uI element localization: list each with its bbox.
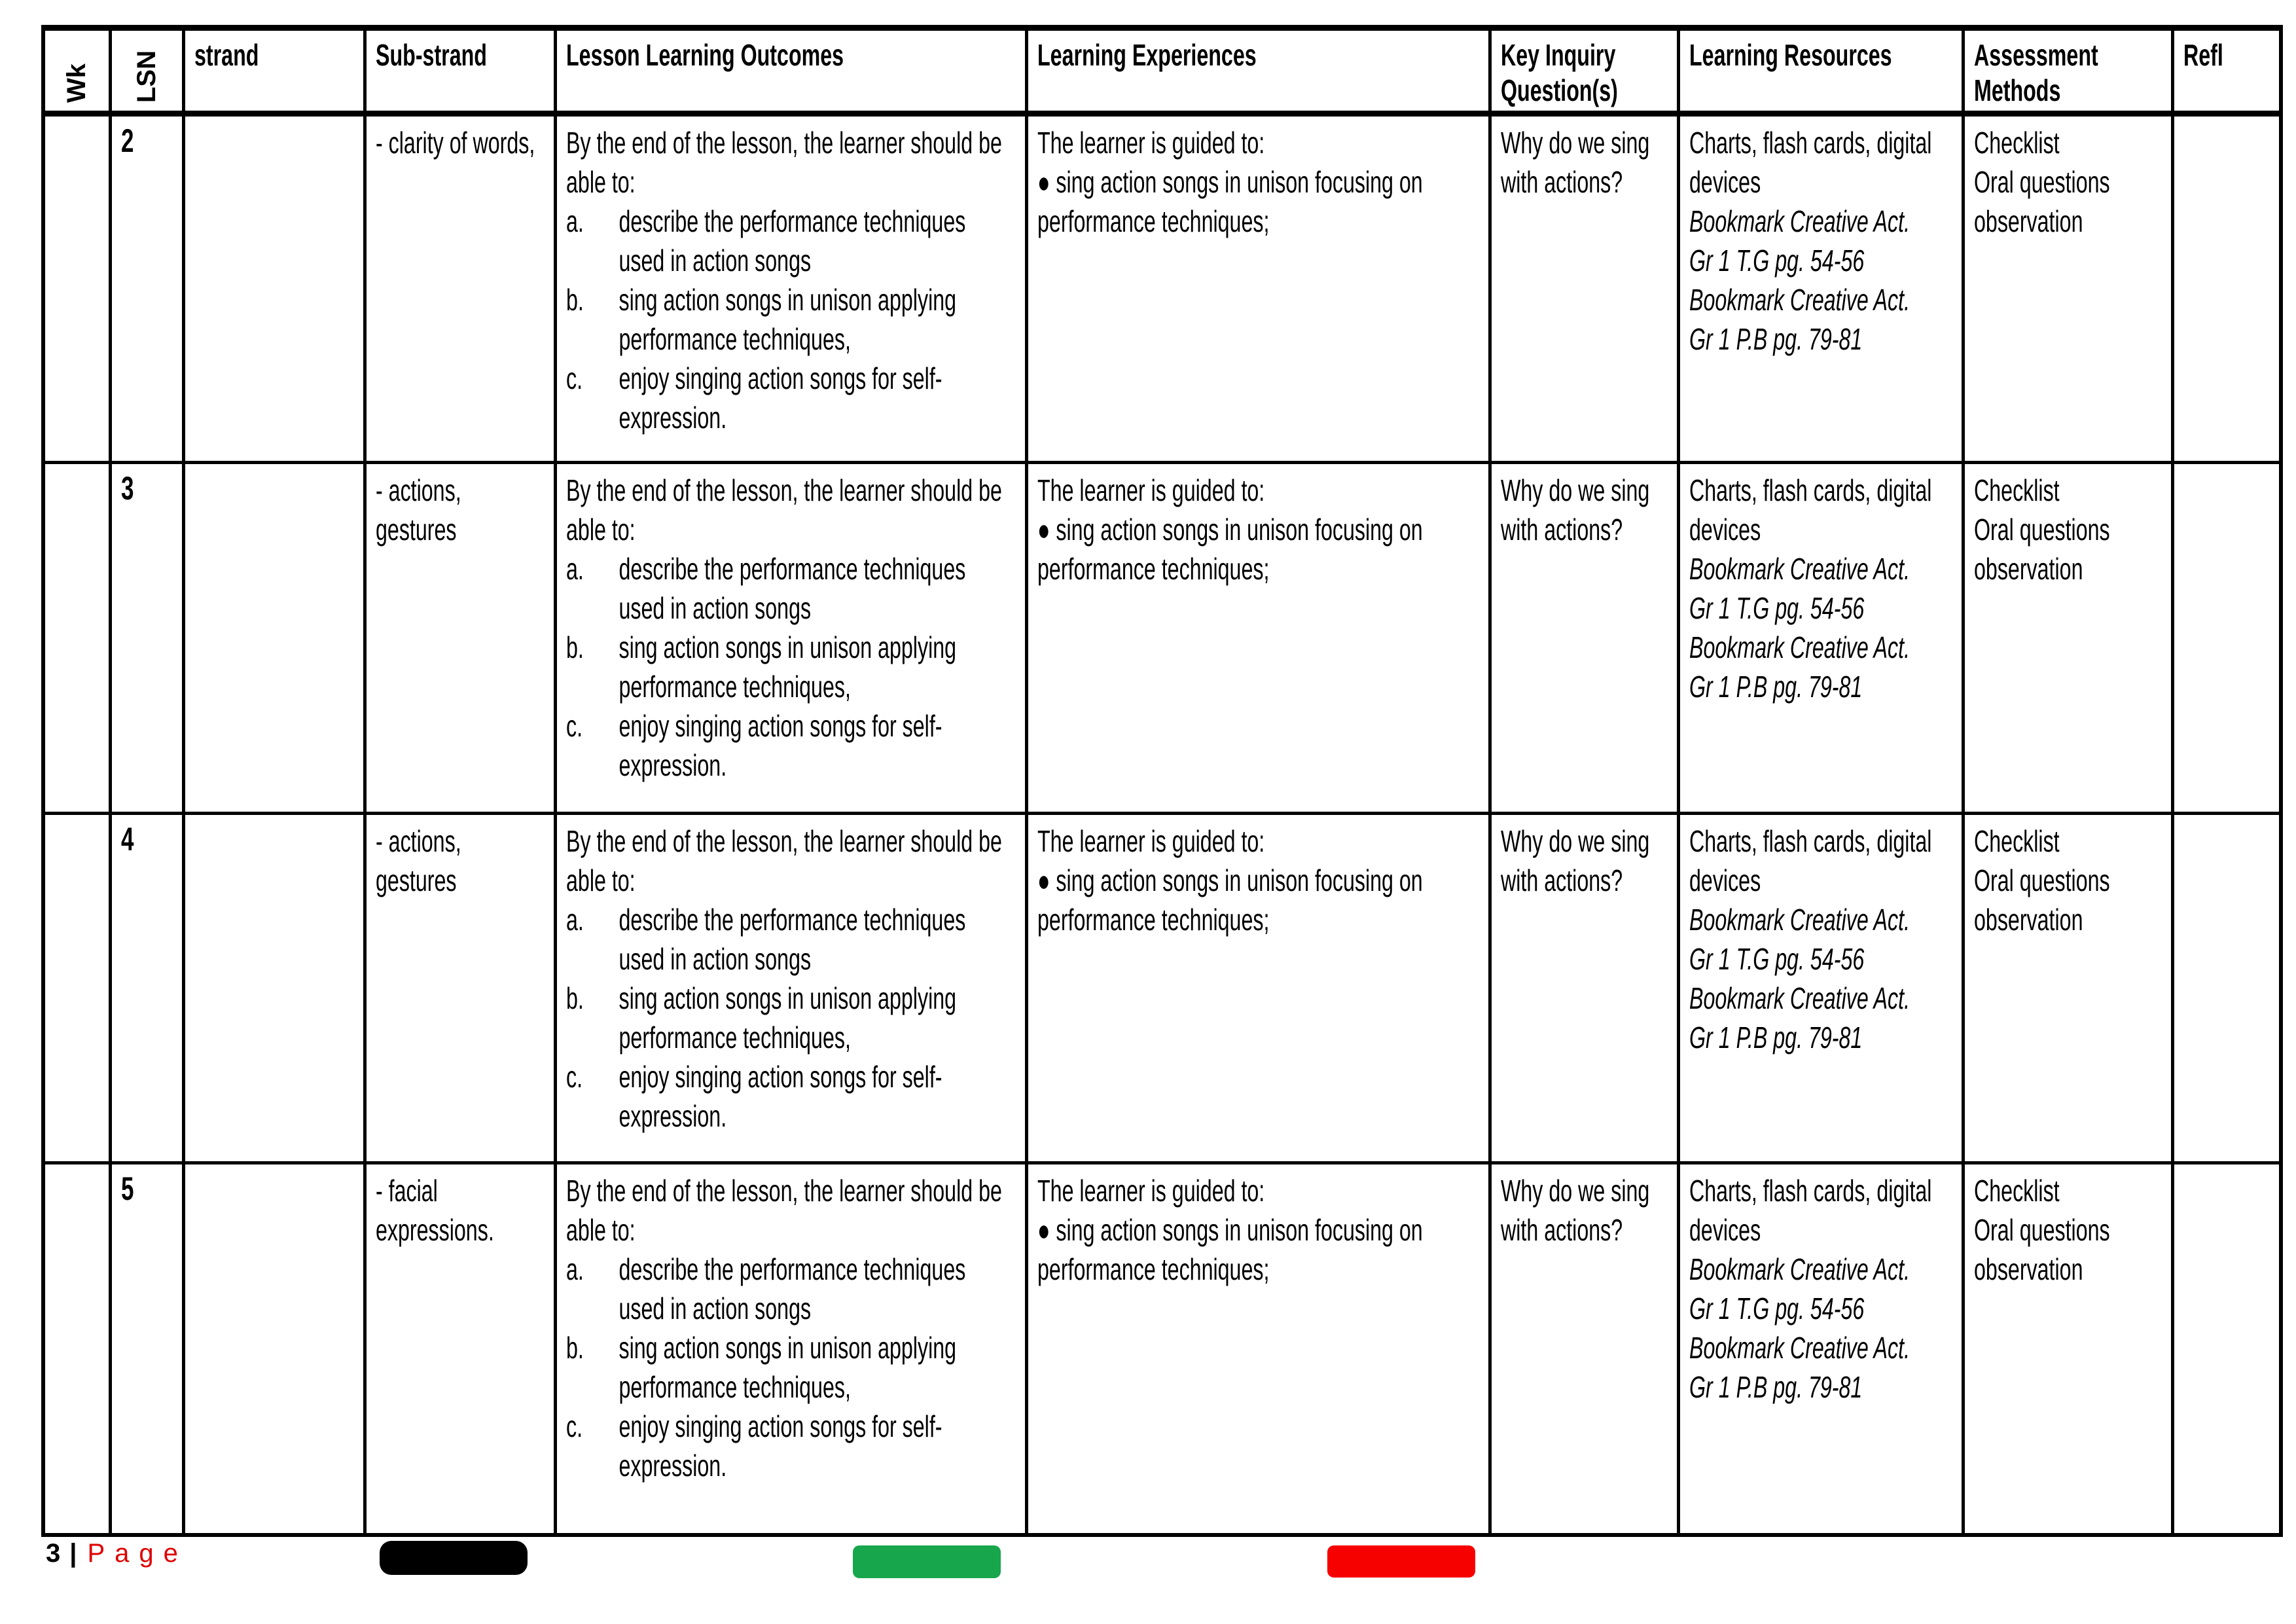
col-header-wk-label: Wk: [62, 63, 92, 103]
resource-ref: Gr 1 P.B pg. 79-81: [1689, 1370, 1863, 1404]
outcome-item: a. describe the performance techniques used in action songs: [565, 204, 966, 278]
page-label: Page: [87, 1539, 188, 1568]
assessment-cell: [1964, 814, 2173, 1163]
key-inquiry-cell: Why do we sing with actions?: [1490, 114, 1679, 463]
resources-cell: [1679, 114, 1964, 463]
outcome-item: b. sing action songs in unison applying performance techniques,: [565, 283, 956, 356]
bullet-icon: ●: [1037, 863, 1050, 897]
black-bar: [380, 1541, 528, 1575]
outcome-item: c. enjoy singing action songs for self-expression.: [565, 709, 942, 782]
col-header-experiences: Learning Experiences: [1026, 28, 1490, 114]
resources-cell: [1679, 463, 1964, 814]
assessment-method: Oral questions: [1974, 165, 2110, 199]
lsn-cell: 5: [110, 1163, 183, 1535]
experiences-cell: [1026, 463, 1490, 814]
resource-ref: Gr 1 T.G pg. 54-56: [1689, 1291, 1865, 1326]
table-row: [43, 1163, 2281, 1535]
refl-cell: [2173, 1163, 2281, 1535]
resource-ref: Bookmark Creative Act.: [1689, 981, 1910, 1015]
experiences-intro: The learner is guided to:: [1037, 1174, 1265, 1208]
resource-ref: Bookmark Creative Act.: [1689, 1331, 1910, 1365]
col-header-lsn-label: LSN: [132, 50, 161, 103]
col-header-strand: strand: [183, 28, 365, 114]
col-header-refl: Refl: [2173, 28, 2281, 114]
bullet-icon: ●: [1037, 1213, 1050, 1247]
col-header-lsn: [110, 28, 183, 114]
assessment-method: Checklist: [1974, 473, 2060, 507]
resources-cell: [1679, 1163, 1964, 1535]
experiences-cell: [1026, 1163, 1490, 1535]
key-inquiry-cell: Why do we sing with actions?: [1490, 1163, 1679, 1535]
resource-ref: Gr 1 P.B pg. 79-81: [1689, 322, 1863, 356]
col-header-resources: Learning Resources: [1679, 28, 1964, 114]
experiences-intro: The learner is guided to:: [1037, 824, 1265, 858]
assessment-cell: [1964, 1163, 2173, 1535]
wk-cell: [43, 463, 110, 814]
outcomes-intro: By the end of the lesson, the learner should be able to:: [565, 473, 1002, 547]
col-header-key-inquiry: Key Inquiry Question(s): [1490, 28, 1679, 114]
experiences-item: ● sing action songs in unison focusing on performance techniques;: [1037, 863, 1423, 937]
resources-line: Charts, flash cards, digital devices: [1689, 1174, 1932, 1247]
green-bar: [853, 1545, 1001, 1578]
lsn-cell: 4: [110, 814, 183, 1163]
refl-cell: [2173, 114, 2281, 463]
lsn-cell: 2: [110, 114, 183, 463]
assessment-method: observation: [1974, 204, 2083, 238]
experiences-intro: The learner is guided to:: [1037, 126, 1265, 160]
experiences-intro: The learner is guided to:: [1037, 473, 1265, 507]
assessment-cell: [1964, 463, 2173, 814]
key-inquiry-cell: Why do we sing with actions?: [1490, 814, 1679, 1163]
wk-cell: [43, 114, 110, 463]
substrand-cell: - actions, gestures: [365, 463, 555, 814]
assessment-method: observation: [1974, 552, 2083, 586]
outcome-item: b. sing action songs in unison applying performance techniques,: [565, 1331, 956, 1404]
lesson-plan-table: [41, 25, 2283, 1537]
outcome-item: a. describe the performance techniques used in action songs: [565, 903, 966, 976]
resource-ref: Gr 1 T.G pg. 54-56: [1689, 244, 1865, 278]
experiences-item: ● sing action songs in unison focusing on performance techniques;: [1037, 165, 1423, 238]
strand-cell: [183, 814, 365, 1163]
table-row: [43, 814, 2281, 1163]
outcome-item: c. enjoy singing action songs for self-expression.: [565, 361, 942, 435]
assessment-method: Checklist: [1974, 126, 2060, 160]
resource-ref: Bookmark Creative Act.: [1689, 630, 1910, 664]
experiences-item: ● sing action songs in unison focusing on performance techniques;: [1037, 1213, 1423, 1286]
col-header-substrand: Sub-strand: [365, 28, 555, 114]
resource-ref: Bookmark Creative Act.: [1689, 552, 1910, 586]
resources-line: Charts, flash cards, digital devices: [1689, 824, 1932, 897]
header-row: [43, 28, 2281, 114]
red-bar: [1327, 1545, 1475, 1578]
assessment-method: Checklist: [1974, 824, 2060, 858]
assessment-cell: [1964, 114, 2173, 463]
resource-ref: Bookmark Creative Act.: [1689, 204, 1910, 238]
page-number-separator: |: [69, 1539, 77, 1568]
experiences-cell: [1026, 114, 1490, 463]
assessment-method: Oral questions: [1974, 1213, 2110, 1247]
strand-cell: [183, 463, 365, 814]
substrand-cell: - actions, gestures: [365, 814, 555, 1163]
col-header-assessment: Assessment Methods: [1964, 28, 2173, 114]
assessment-method: Checklist: [1974, 1174, 2060, 1208]
resources-line: Charts, flash cards, digital devices: [1689, 473, 1932, 547]
page-number: 3: [46, 1539, 61, 1568]
page-footer: [46, 1538, 188, 1568]
bullet-icon: ●: [1037, 165, 1050, 199]
lsn-cell: 3: [110, 463, 183, 814]
key-inquiry-cell: Why do we sing with actions?: [1490, 463, 1679, 814]
experiences-item: ● sing action songs in unison focusing on performance techniques;: [1037, 513, 1423, 586]
substrand-cell: - clarity of words,: [365, 114, 555, 463]
outcomes-intro: By the end of the lesson, the learner should be able to:: [565, 1174, 1002, 1247]
bullet-icon: ●: [1037, 513, 1050, 547]
outcomes-cell: [555, 814, 1026, 1163]
wk-cell: [43, 814, 110, 1163]
outcome-item: a. describe the performance techniques used in action songs: [565, 1252, 966, 1326]
outcome-item: b. sing action songs in unison applying performance techniques,: [565, 630, 956, 704]
assessment-method: Oral questions: [1974, 863, 2110, 897]
outcome-item: c. enjoy singing action songs for self-expression.: [565, 1409, 942, 1483]
assessment-method: Oral questions: [1974, 513, 2110, 547]
col-header-wk: [43, 28, 110, 114]
resource-ref: Bookmark Creative Act.: [1689, 283, 1910, 317]
wk-cell: [43, 1163, 110, 1535]
outcomes-intro: By the end of the lesson, the learner should be able to:: [565, 126, 1002, 199]
experiences-cell: [1026, 814, 1490, 1163]
resource-ref: Gr 1 T.G pg. 54-56: [1689, 942, 1865, 976]
table-row: [43, 463, 2281, 814]
outcomes-cell: [555, 463, 1026, 814]
table-row: [43, 114, 2281, 463]
refl-cell: [2173, 463, 2281, 814]
resources-cell: [1679, 814, 1964, 1163]
outcomes-cell: [555, 1163, 1026, 1535]
resource-ref: Gr 1 P.B pg. 79-81: [1689, 1020, 1863, 1055]
resource-ref: Bookmark Creative Act.: [1689, 1252, 1910, 1286]
resource-ref: Bookmark Creative Act.: [1689, 903, 1910, 937]
resources-line: Charts, flash cards, digital devices: [1689, 126, 1932, 199]
outcomes-intro: By the end of the lesson, the learner should be able to:: [565, 824, 1002, 897]
strand-cell: [183, 1163, 365, 1535]
assessment-method: observation: [1974, 1252, 2083, 1286]
outcome-item: c. enjoy singing action songs for self-expression.: [565, 1060, 942, 1133]
substrand-cell: - facial expressions.: [365, 1163, 555, 1535]
resource-ref: Gr 1 T.G pg. 54-56: [1689, 591, 1865, 625]
outcome-item: b. sing action songs in unison applying performance techniques,: [565, 981, 956, 1055]
outcomes-cell: [555, 114, 1026, 463]
refl-cell: [2173, 814, 2281, 1163]
assessment-method: observation: [1974, 903, 2083, 937]
resource-ref: Gr 1 P.B pg. 79-81: [1689, 670, 1863, 704]
strand-cell: [183, 114, 365, 463]
col-header-outcomes: Lesson Learning Outcomes: [555, 28, 1026, 114]
outcome-item: a. describe the performance techniques used in action songs: [565, 552, 966, 625]
